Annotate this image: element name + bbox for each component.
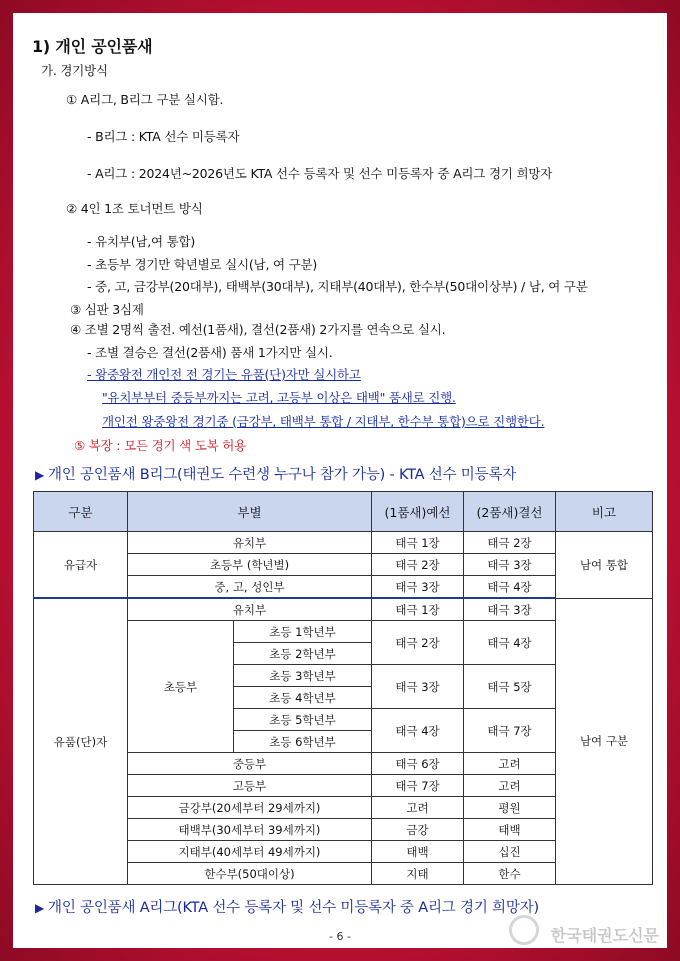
prelim-cell: 태극 6장 <box>372 753 464 775</box>
watermark: 한국태권도신문 <box>550 926 659 945</box>
division-cell: 유치부 <box>128 598 372 621</box>
division-cell: 고등부 <box>128 775 372 797</box>
final-cell: 십진 <box>464 841 556 863</box>
rule-1: ① A리그, B리그 구분 실시함. <box>66 92 224 107</box>
group-dan: 유품(단)자 <box>34 598 128 885</box>
rule-2-2: - 초등부 경기만 학년별로 실시(남, 여 구분) <box>87 257 318 272</box>
grade-cell: 초등 1학년부 <box>234 621 372 643</box>
grade-cell: 초등 6학년부 <box>234 731 372 753</box>
final-cell: 태극 3장 <box>464 598 556 621</box>
division-cell: 유치부 <box>128 532 372 554</box>
prelim-cell: 태극 7장 <box>372 775 464 797</box>
rule-4: ④ 조별 2명씩 출전. 예선(1품새), 결선(2품새) 2가지를 연속으로 실시. <box>70 322 446 337</box>
watermark-logo-icon <box>509 915 539 945</box>
rule-4-3: "유치부부터 중등부까지는 고려, 고등부 이상은 태백" 품새로 진행. <box>102 390 456 405</box>
table-header-row <box>34 492 653 532</box>
rule-2-1: - 유치부(남,여 통합) <box>87 234 196 249</box>
subheading: 가. 경기방식 <box>41 63 108 78</box>
prelim-cell: 고려 <box>372 797 464 819</box>
rule-2-3: - 중, 고, 금강부(20대부), 태백부(30대부), 지태부(40대부), 한수부(50대이상부) / 남, 여 구분 <box>87 279 588 294</box>
final-cell: 한수 <box>464 863 556 885</box>
prelim-cell: 금강 <box>372 819 464 841</box>
header-group: 구분 <box>34 492 128 532</box>
header-division: 부별 <box>128 492 372 532</box>
rule-1-a: - A리그 : 2024년~2026년도 KTA 선수 등록자 및 선수 미등록자 중 A리그 경기 희망자 <box>87 166 553 181</box>
table-row <box>34 532 653 554</box>
header-note: 비고 <box>556 492 653 532</box>
final-cell: 태극 2장 <box>464 532 556 554</box>
rule-5: ⑤ 복장 : 모든 경기 색 도복 허용 <box>74 438 247 453</box>
triangle-right-icon: ▶ <box>35 901 45 915</box>
final-cell: 태극 3장 <box>464 554 556 576</box>
prelim-cell: 태백 <box>372 841 464 863</box>
prelim-cell: 태극 3장 <box>372 665 464 709</box>
final-cell: 평원 <box>464 797 556 819</box>
final-cell: 태극 4장 <box>464 621 556 665</box>
division-elementary: 초등부 <box>128 621 234 753</box>
heading: 1) 개인 공인품새 <box>32 37 153 56</box>
final-cell: 태백 <box>464 819 556 841</box>
header-final: (2품새)결선 <box>464 492 556 532</box>
table-row <box>34 598 653 621</box>
grade-cell: 초등 2학년부 <box>234 643 372 665</box>
grade-cell: 초등 4학년부 <box>234 687 372 709</box>
rule-2: ② 4인 1조 토너먼트 방식 <box>66 201 203 216</box>
final-cell: 태극 4장 <box>464 576 556 599</box>
page-number: - 6 - <box>329 930 351 943</box>
rule-1-b: - B리그 : KTA 선수 미등록자 <box>87 129 240 144</box>
prelim-cell: 지태 <box>372 863 464 885</box>
rule-4-2: - 왕중왕전 개인전 전 경기는 유품(단)자만 실시하고 <box>87 367 361 382</box>
section-a-league <box>35 896 539 917</box>
division-cell: 태백부(30세부터 39세까지) <box>128 819 372 841</box>
rule-3: ③ 심판 3심제 <box>70 302 144 317</box>
note-separate: 남여 구분 <box>556 598 653 885</box>
section-a-league-label: 개인 공인품새 A리그(KTA 선수 등록자 및 선수 미등록자 중 A리그 경기 희망자) <box>48 900 539 916</box>
division-cell: 금강부(20세부터 29세까지) <box>128 797 372 819</box>
rule-4-4: 개인전 왕중왕전 경기중 (금강부, 태백부 통합 / 지태부, 한수부 통합)으로 진행한다. <box>102 414 545 429</box>
rule-4-1: - 조별 결승은 결선(2품새) 품새 1가지만 실시. <box>87 345 333 360</box>
division-cell: 한수부(50대이상) <box>128 863 372 885</box>
division-cell: 중등부 <box>128 753 372 775</box>
division-cell: 지태부(40세부터 49세까지) <box>128 841 372 863</box>
grade-cell: 초등 5학년부 <box>234 709 372 731</box>
header-prelim: (1품새)예선 <box>372 492 464 532</box>
prelim-cell: 태극 1장 <box>372 532 464 554</box>
b-league-table <box>33 491 653 885</box>
section-b-league <box>35 463 516 484</box>
triangle-right-icon: ▶ <box>35 468 45 482</box>
final-cell: 태극 7장 <box>464 709 556 753</box>
prelim-cell: 태극 2장 <box>372 554 464 576</box>
document-page <box>13 13 667 948</box>
final-cell: 태극 5장 <box>464 665 556 709</box>
division-cell: 중, 고, 성인부 <box>128 576 372 599</box>
prelim-cell: 태극 2장 <box>372 621 464 665</box>
final-cell: 고려 <box>464 753 556 775</box>
note-combined: 남여 통합 <box>556 532 653 599</box>
prelim-cell: 태극 4장 <box>372 709 464 753</box>
prelim-cell: 태극 1장 <box>372 598 464 621</box>
grade-cell: 초등 3학년부 <box>234 665 372 687</box>
group-kyu: 유급자 <box>34 532 128 599</box>
division-cell: 초등부 (학년별) <box>128 554 372 576</box>
prelim-cell: 태극 3장 <box>372 576 464 599</box>
section-b-league-label: 개인 공인품새 B리그(태권도 수련생 누구나 참가 가능) - KTA 선수 미등록자 <box>48 467 517 483</box>
final-cell: 고려 <box>464 775 556 797</box>
